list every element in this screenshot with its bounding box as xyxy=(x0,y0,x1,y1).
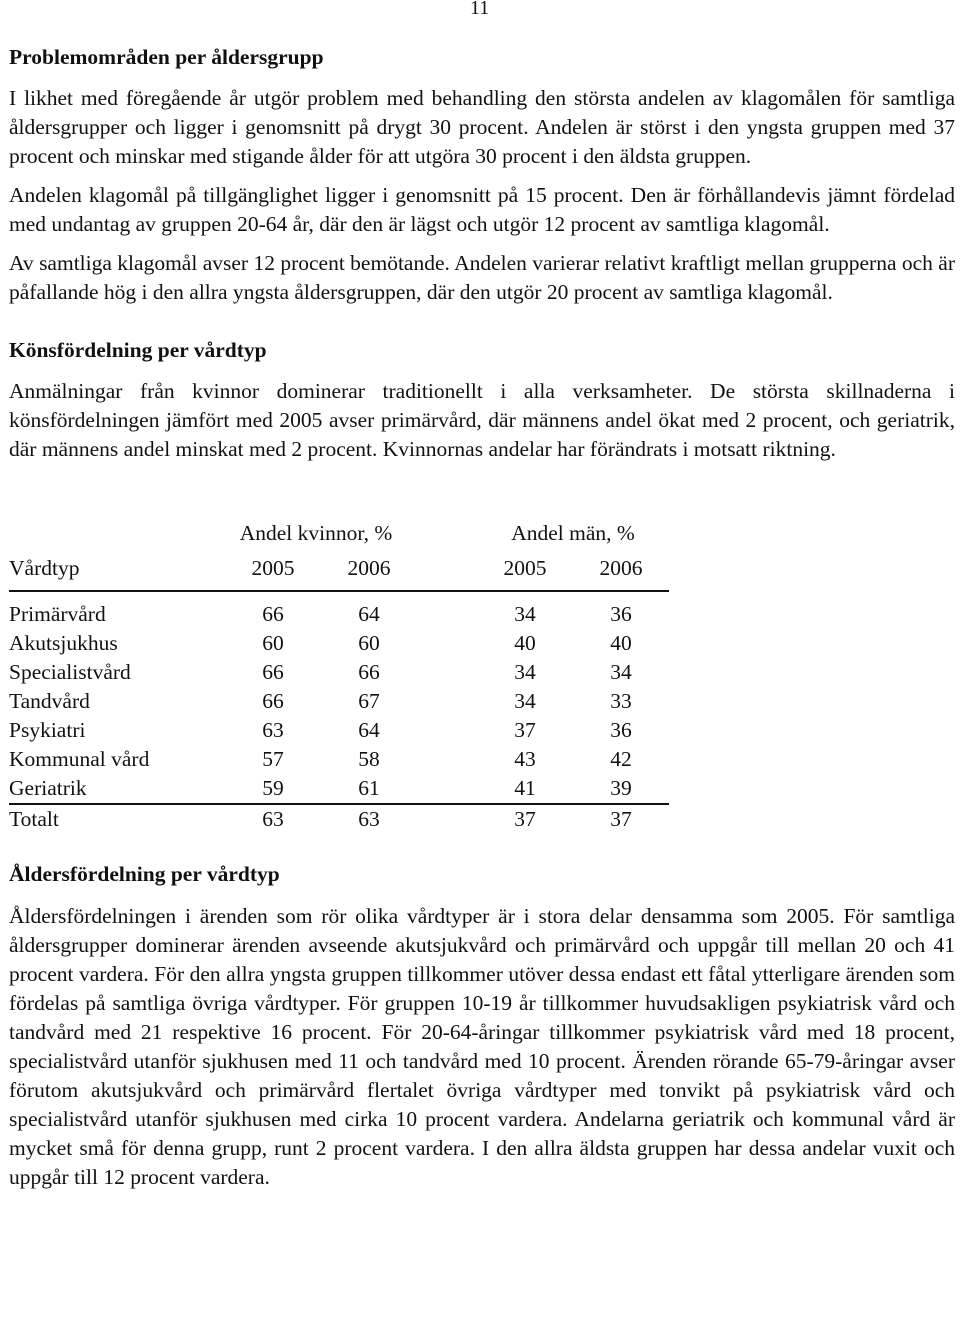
section-heading-age-problems: Problemområden per åldersgrupp xyxy=(9,45,324,69)
table-total-row xyxy=(9,804,669,834)
cell: 58 xyxy=(358,747,380,771)
paragraph: Anmälningar från kvinnor dominerar traditionellt i alla verksamheter. De största skillnaderna i könsfördelningen jämfört med 2005 avser primärvård, där männens andel ökat med 2 procent, och geriatrik, där männens andel minskat med 2 procent. Kvinnornas andelar har förändrats i motsatt riktning. xyxy=(9,379,955,461)
cell: 34 xyxy=(514,602,536,626)
cell: 66 xyxy=(262,689,284,713)
table-row xyxy=(9,658,669,687)
row-label: Primärvård xyxy=(9,602,106,626)
group-header-women: Andel kvinnor, % xyxy=(239,520,393,545)
column-header-year: 2005 xyxy=(251,556,295,580)
cell: 37 xyxy=(514,807,536,831)
table-row xyxy=(9,687,669,716)
cell: 63 xyxy=(262,807,284,831)
row-label: Kommunal vård xyxy=(9,747,150,771)
paragraph: Andelen klagomål på tillgänglighet ligger i genomsnitt på 15 procent. Den är förhållandevis jämnt fördelad med undantag av gruppen 20-64 år, där den är lägst och utgör 12 procent av samtliga klagomål. xyxy=(9,183,955,236)
cell: 67 xyxy=(358,689,380,713)
document-body xyxy=(9,43,955,1192)
cell: 66 xyxy=(358,660,380,684)
cell: 34 xyxy=(514,660,536,684)
cell: 64 xyxy=(358,602,380,626)
row-label: Geriatrik xyxy=(9,776,87,800)
cell: 34 xyxy=(610,660,632,684)
table-row xyxy=(9,591,669,629)
table-row xyxy=(9,716,669,745)
paragraph: I likhet med föregående år utgör problem med behandling den största andelen av klagomålen för samtliga åldersgrupper och ligger i genomsnitt på drygt 30 procent. Andelen är störst i den yngsta gruppen med 37 procent och minskar med stigande ålder för att utgöra 30 procent i den äldsta gruppen. xyxy=(9,86,955,168)
paragraph: Åldersfördelningen i ärenden som rör olika vårdtyper är i stora delar densamma som 2005. För samtliga åldersgrupper dominerar ärenden avseende akutsjukvård och primärvård och uppgår till mellan 20 och 41 procent vardera. För den allra yngsta gruppen tillkommer utöver dessa endast ett fåtal ytterligare ärenden som fördelas på samtliga övriga vårdtyper. För gruppen 10-19 år tillkommer huvudsakligen psykiatrisk vård och tandvård med 21 respektive 16 procent. För 20-64-åringar tillkommer psykiatrisk vård med 18 procent, specialistvård utanför sjukhusen med 11 och tandvård med 10 procent. Ärenden rörande 65-79-åringar avser förutom akutsjukvård och primärvård flertalet övriga vårdtyper med tonvikt på psykiatrisk vård och specialistvård utanför sjukhusen med cirka 10 procent vardera. Andelarna geriatrik och kommunal vård är mycket små för denna grupp, runt 2 procent vardera. I den allra äldsta gruppen har dessa andelar vuxit och uppgår till 12 procent vardera. xyxy=(9,904,955,1189)
table-group-header-row xyxy=(9,516,669,550)
cell: 57 xyxy=(262,747,284,771)
cell: 66 xyxy=(262,602,284,626)
column-header-year: 2006 xyxy=(599,556,643,580)
cell: 63 xyxy=(262,718,284,742)
section-heading-age-distribution: Åldersfördelning per vårdtyp xyxy=(9,862,280,886)
cell: 37 xyxy=(610,807,632,831)
cell: 66 xyxy=(262,660,284,684)
group-header-men: Andel män, % xyxy=(511,520,635,545)
cell: 34 xyxy=(514,689,536,713)
table-column-header-row xyxy=(9,550,669,590)
paragraph: Av samtliga klagomål avser 12 procent bemötande. Andelen varierar relativt kraftligt mellan grupperna och är påfallande hög i den allra yngsta åldersgruppen, där den utgör 20 procent av samtliga klagomål. xyxy=(9,251,955,304)
cell: 40 xyxy=(610,631,632,655)
gender-distribution-table xyxy=(9,516,669,834)
row-label: Specialistvård xyxy=(9,660,131,684)
cell: 33 xyxy=(610,689,632,713)
cell: 64 xyxy=(358,718,380,742)
gender-table-wrapper xyxy=(9,516,955,834)
cell: 60 xyxy=(262,631,284,655)
row-label: Psykiatri xyxy=(9,718,86,742)
cell: 37 xyxy=(514,718,536,742)
column-header-year: 2005 xyxy=(503,556,547,580)
cell: 59 xyxy=(262,776,284,800)
cell: 36 xyxy=(610,718,632,742)
cell: 43 xyxy=(514,747,536,771)
cell: 41 xyxy=(514,776,536,800)
table-row xyxy=(9,745,669,774)
page-number: 11 xyxy=(470,0,490,19)
row-label: Akutsjukhus xyxy=(9,631,118,655)
cell: 40 xyxy=(514,631,536,655)
cell: 36 xyxy=(610,602,632,626)
cell: 61 xyxy=(358,776,380,800)
cell: 60 xyxy=(358,631,380,655)
column-header-vardtyp: Vårdtyp xyxy=(9,556,80,580)
cell: 42 xyxy=(610,747,632,771)
table-row xyxy=(9,629,669,658)
cell: 63 xyxy=(358,807,380,831)
cell: 39 xyxy=(610,776,632,800)
column-header-year: 2006 xyxy=(347,556,391,580)
row-label-total: Totalt xyxy=(9,807,59,831)
table-row xyxy=(9,774,669,803)
row-label: Tandvård xyxy=(9,689,90,713)
section-heading-gender-distribution: Könsfördelning per vårdtyp xyxy=(9,338,267,362)
